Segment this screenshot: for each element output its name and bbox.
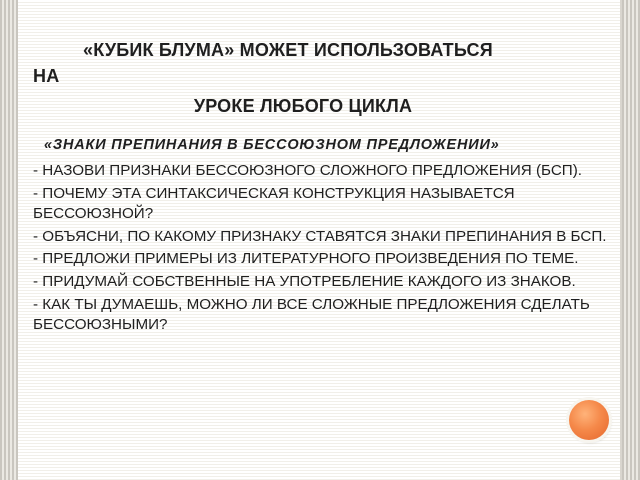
list-item: - ОБЪЯСНИ, ПО КАКОМУ ПРИЗНАКУ СТАВЯТСЯ ЗНАКИ ПРЕПИНАНИЯ В БСП. bbox=[33, 227, 607, 245]
question-list bbox=[33, 161, 608, 338]
slide-title bbox=[33, 37, 593, 119]
list-item: - ПРИДУМАЙ СОБСТВЕННЫЕ НА УПОТРЕБЛЕНИЕ КАЖДОГО ИЗ ЗНАКОВ. bbox=[33, 273, 576, 291]
list-item: - КАК ТЫ ДУМАЕШЬ, МОЖНО ЛИ ВСЕ СЛОЖНЫЕ ПРЕДЛОЖЕНИЯ СДЕЛАТЬ БЕССОЮЗНЫМИ? bbox=[33, 295, 590, 334]
title-line-3: УРОКЕ ЛЮБОГО ЦИКЛА bbox=[193, 96, 413, 116]
slide-subtitle: «ЗНАКИ ПРЕПИНАНИЯ В БЕССОЮЗНОМ ПРЕДЛОЖЕНИИ» bbox=[44, 137, 500, 153]
left-border-decoration bbox=[0, 0, 18, 480]
title-line-2: НА bbox=[33, 66, 60, 86]
title-line-1: «КУБИК БЛУМА» МОЖЕТ ИСПОЛЬЗОВАТЬСЯ bbox=[83, 40, 493, 60]
right-border-decoration bbox=[622, 0, 640, 480]
list-item: - НАЗОВИ ПРИЗНАКИ БЕССОЮЗНОГО СЛОЖНОГО ПРЕДЛОЖЕНИЯ (БСП). bbox=[33, 162, 582, 179]
orange-circle-icon bbox=[569, 400, 609, 440]
list-item: - ПОЧЕМУ ЭТА СИНТАКСИЧЕСКАЯ КОНСТРУКЦИЯ НАЗЫВАЕТСЯ БЕССОЮЗНОЙ? bbox=[33, 184, 515, 222]
list-item: - ПРЕДЛОЖИ ПРИМЕРЫ ИЗ ЛИТЕРАТУРНОГО ПРОИЗВЕДЕНИЯ ПО ТЕМЕ. bbox=[33, 250, 579, 268]
